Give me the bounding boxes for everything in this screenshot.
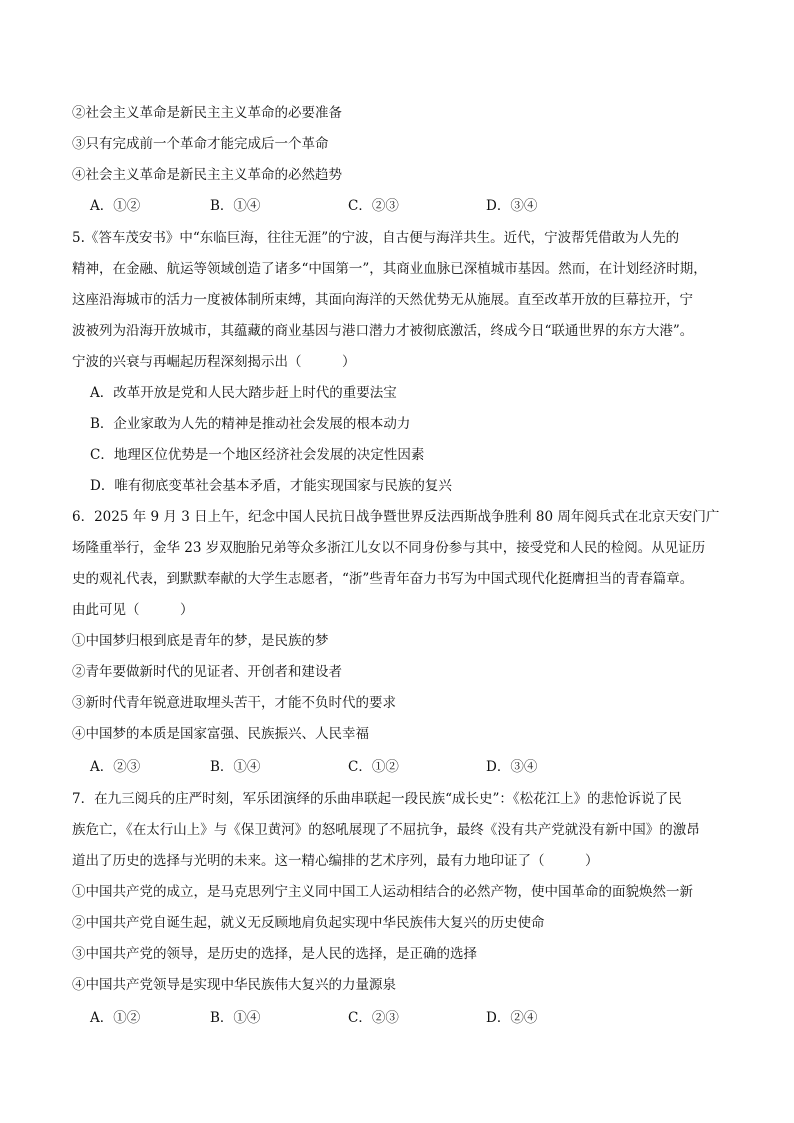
choice-d: D．③④ xyxy=(486,759,538,775)
question-6-stem: 场隆重举行，金华 23 岁双胞胎兄弟等众多浙江儿女以不同身份参与其中，接受党和人民的检阅。从见证历 xyxy=(72,540,706,556)
question-5-stem: 波被列为沿海开放城市，其蕴藏的商业基因与港口潜力才被彻底激活，终成今日“联通世界的东方大港”。 xyxy=(72,323,694,339)
question-6-stem: 史的观礼代表，到默默奉献的大学生志愿者，“浙”些青年奋力书写为中国式现代化挺膺担当的青春篇章。 xyxy=(72,571,694,587)
answer-choices xyxy=(90,757,730,777)
question-5-stem: 精神，在金融、航运等领域创造了诸多“中国第一”，其商业血脉已深植城市基因。然而，在计划经济时期， xyxy=(72,261,707,277)
option-b: B．企业家敢为人先的精神是推动社会发展的根本动力 xyxy=(90,416,411,432)
statement: ①中国梦归根到底是青年的梦，是民族的梦 xyxy=(72,633,329,649)
question-5-stem: 5.《答车茂安书》中“东临巨海，往往无涯”的宁波，自古便与海洋共生。近代，宁波帮凭借敢为人先的 xyxy=(72,230,680,246)
choice-d: D．②④ xyxy=(486,1010,538,1026)
statement: ④社会主义革命是新民主主义革命的必然趋势 xyxy=(72,167,342,183)
answer-choices xyxy=(90,196,730,216)
statement: ③中国共产党的领导，是历史的选择，是人民的选择，是正确的选择 xyxy=(72,946,477,962)
question-5-stem: 这座沿海城市的活力一度被体制所束缚，其面向海洋的天然优势无从施展。直至改革开放的巨幕拉开，宁 xyxy=(72,292,693,308)
choice-b: B．①④ xyxy=(210,1010,261,1026)
question-5-stem: 宁波的兴衰与再崛起历程深刻揭示出（ ） xyxy=(72,354,356,370)
statement: ④中国梦的本质是国家富强、民族振兴、人民幸福 xyxy=(72,726,369,742)
statement: ②中国共产党自诞生起，就义无反顾地肩负起实现中华民族伟大复兴的历史使命 xyxy=(72,915,545,931)
statement: ③新时代青年锐意进取埋头苦干，才能不负时代的要求 xyxy=(72,695,396,711)
choice-c: C．②③ xyxy=(348,198,399,214)
statement: ②青年要做新时代的见证者、开创者和建设者 xyxy=(72,664,342,680)
statement: ①中国共产党的成立，是马克思列宁主义同中国工人运动相结合的必然产物，使中国革命的面貌焕然一新 xyxy=(72,884,693,900)
question-7-stem: 道出了历史的选择与光明的未来。这一精心编排的艺术序列，最有力地印证了（ ） xyxy=(72,853,599,869)
option-d: D．唯有彻底变革社会基本矛盾，才能实现国家与民族的复兴 xyxy=(90,478,452,494)
choice-a: A．①② xyxy=(90,198,141,214)
choice-a: A．①② xyxy=(90,1010,141,1026)
question-6-stem: 由此可见（ ） xyxy=(72,602,194,618)
statement: ②社会主义革命是新民主主义革命的必要准备 xyxy=(72,105,342,121)
answer-choices xyxy=(90,1008,730,1028)
choice-a: A．②③ xyxy=(90,759,141,775)
choice-d: D．③④ xyxy=(486,198,538,214)
statement: ③只有完成前一个革命才能完成后一个革命 xyxy=(72,136,329,152)
question-7-stem: 族危亡，《在太行山上》与《保卫黄河》的怒吼展现了不屈抗争，最终《没有共产党就没有新中国》的激昂 xyxy=(72,822,700,838)
question-7-stem: 7．在九三阅兵的庄严时刻，军乐团演绎的乐曲串联起一段民族“成长史”：《松花江上》的悲怆诉说了民 xyxy=(72,791,682,807)
choice-b: B．①④ xyxy=(210,198,261,214)
question-6-stem: 6．2025 年 9 月 3 日上午，纪念中国人民抗日战争暨世界反法西斯战争胜利 80 周年阅兵式在北京天安门广 xyxy=(72,509,720,525)
option-c: C．地理区位优势是一个地区经济社会发展的决定性因素 xyxy=(90,447,425,463)
choice-c: C．②③ xyxy=(348,1010,399,1026)
choice-c: C．①② xyxy=(348,759,399,775)
choice-b: B．①④ xyxy=(210,759,261,775)
option-a: A．改革开放是党和人民大踏步赶上时代的重要法宝 xyxy=(90,385,397,401)
statement: ④中国共产党领导是实现中华民族伟大复兴的力量源泉 xyxy=(72,977,396,993)
